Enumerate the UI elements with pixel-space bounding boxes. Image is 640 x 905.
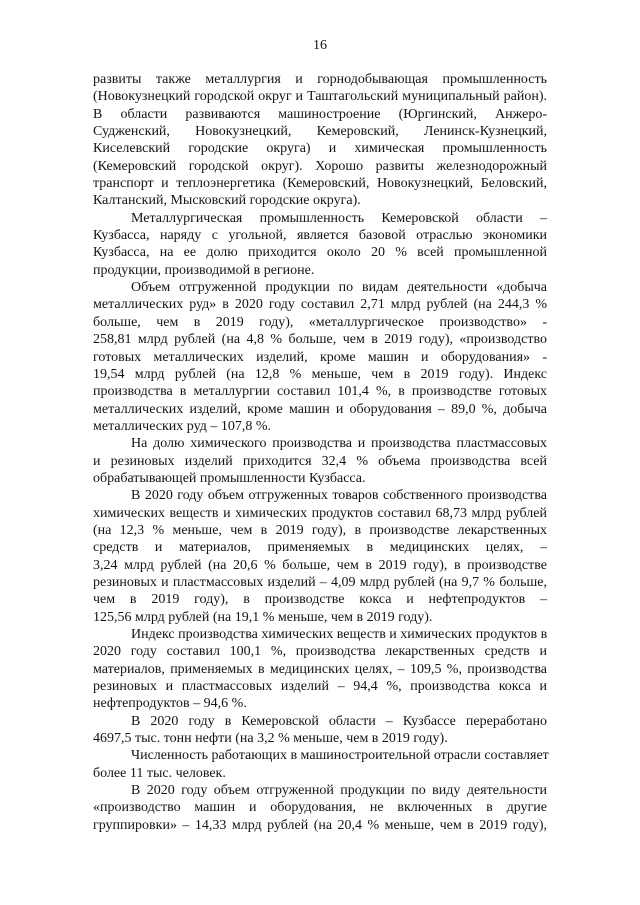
paragraph xyxy=(93,626,547,713)
text-line: материалов, применяемых в медицинских целях, – 109,5 %, производства xyxy=(93,661,547,677)
text-line: Индекс производства химических веществ и химических продуктов в xyxy=(131,627,548,642)
text-line: В 2020 году объем отгруженной продукции по виду деятельности xyxy=(131,783,547,799)
text-line: готовых металлических изделий, кроме машин и оборудования» - xyxy=(93,349,547,365)
text-line: химических веществ и химических продуктов составил 68,73 млрд рублей xyxy=(93,505,547,521)
text-line: «производство машин и оборудования, не включенных в другие xyxy=(93,800,547,816)
document-body xyxy=(93,71,547,834)
text-line: Киселевский городские округа) и химическая промышленность xyxy=(93,141,547,157)
text-line: (на 12,3 % меньше, чем в 2019 году), в производстве лекарственных xyxy=(93,522,547,538)
text-line: Металлургическая промышленность Кемеровской области – xyxy=(131,210,547,226)
text-line: производства в металлургии составил 101,4 %, в производстве готовых xyxy=(93,384,547,400)
text-line: В области развиваются машиностроение (Юргинский, Анжеро- xyxy=(93,106,547,122)
text-line: средств и материалов, применяемых в медицинских целях, – xyxy=(93,540,547,556)
page-number: 16 xyxy=(313,38,327,53)
text-line: (Новокузнецкий городской округ и Таштагольский муниципальный район). xyxy=(93,89,547,105)
text-line: резиновых и пластмассовых изделий – 4,09 млрд рублей (на 9,7 % больше, xyxy=(93,574,547,590)
text-line: В 2020 году в Кемеровской области – Кузбассе переработано xyxy=(131,713,547,729)
text-line: нефтепродуктов – 94,6 %. xyxy=(93,696,247,712)
text-line: 2020 году составил 100,1 %, производства лекарственных средств и xyxy=(93,644,547,660)
paragraph xyxy=(93,782,547,834)
text-line: металлических руд – 107,8 %. xyxy=(93,418,271,434)
text-line: металлических изделий, кроме машин и оборудования – 89,0 %, добыча xyxy=(93,401,547,417)
text-line: Судженский, Новокузнецкий, Кемеровский, Ленинск-Кузнецкий, xyxy=(93,124,547,140)
text-line: Объем отгруженной продукции по видам деятельности «добыча xyxy=(131,280,547,296)
text-line: 19,54 млрд рублей (на 12,8 % меньше, чем в 2019 году). Индекс xyxy=(93,366,547,382)
text-line: 3,24 млрд рублей (на 20,6 % больше, чем в 2019 году), в производстве xyxy=(93,557,547,573)
text-line: 258,81 млрд рублей (на 4,8 % больше, чем в 2019 году), «производство xyxy=(93,332,547,348)
paragraph xyxy=(93,713,547,748)
text-line: транспорт и теплоэнергетика (Кемеровский, Новокузнецкий, Беловский, xyxy=(93,176,547,192)
text-line: 125,56 млрд рублей (на 19,1 % меньше, чем в 2019 году). xyxy=(93,609,433,625)
text-line: обрабатывающей промышленности Кузбасса. xyxy=(93,470,366,486)
text-line: больше, чем в 2019 году), «металлургическое производство» - xyxy=(93,314,547,330)
paragraph xyxy=(93,487,547,626)
paragraph xyxy=(93,747,547,782)
text-line: металлических руд» в 2020 году составил 2,71 млрд рублей (на 244,3 % xyxy=(93,297,547,313)
text-line: На долю химического производства и производства пластмассовых xyxy=(131,436,547,452)
text-line: Кузбасса, на ее долю приходится около 20 % всей промышленной xyxy=(93,245,547,261)
text-line: (Кемеровский городской округ). Хорошо развиты железнодорожный xyxy=(93,158,547,174)
paragraph xyxy=(93,435,547,487)
text-line: группировки» – 14,33 млрд рублей (на 20,4 % меньше, чем в 2019 году), xyxy=(93,817,547,833)
text-line: 4697,5 тыс. тонн нефти (на 3,2 % меньше, чем в 2019 году). xyxy=(93,731,448,747)
paragraph xyxy=(93,279,547,435)
text-line: В 2020 году объем отгруженных товаров собственного производства xyxy=(131,488,547,504)
text-line: резиновых и пластмассовых изделий – 94,4 %, производства кокса и xyxy=(93,679,547,695)
paragraph xyxy=(93,71,547,210)
text-line: Кузбасса, наряду с угольной, является базовой отраслью экономики xyxy=(93,228,547,244)
text-line: Численность работающих в машиностроительной отрасли составляет xyxy=(131,748,549,764)
text-line: развиты также металлургия и горнодобывающая промышленность xyxy=(93,72,547,87)
text-line: чем в 2019 году), в производстве кокса и нефтепродуктов – xyxy=(93,592,547,608)
paragraph xyxy=(93,210,547,279)
text-line: продукции, производимой в регионе. xyxy=(93,262,315,278)
text-line: более 11 тыс. человек. xyxy=(93,765,226,781)
text-line: и резиновых изделий приходится 32,4 % объема производства всей xyxy=(93,453,547,469)
text-line: Калтанский, Мысковский городские округа). xyxy=(93,193,361,209)
